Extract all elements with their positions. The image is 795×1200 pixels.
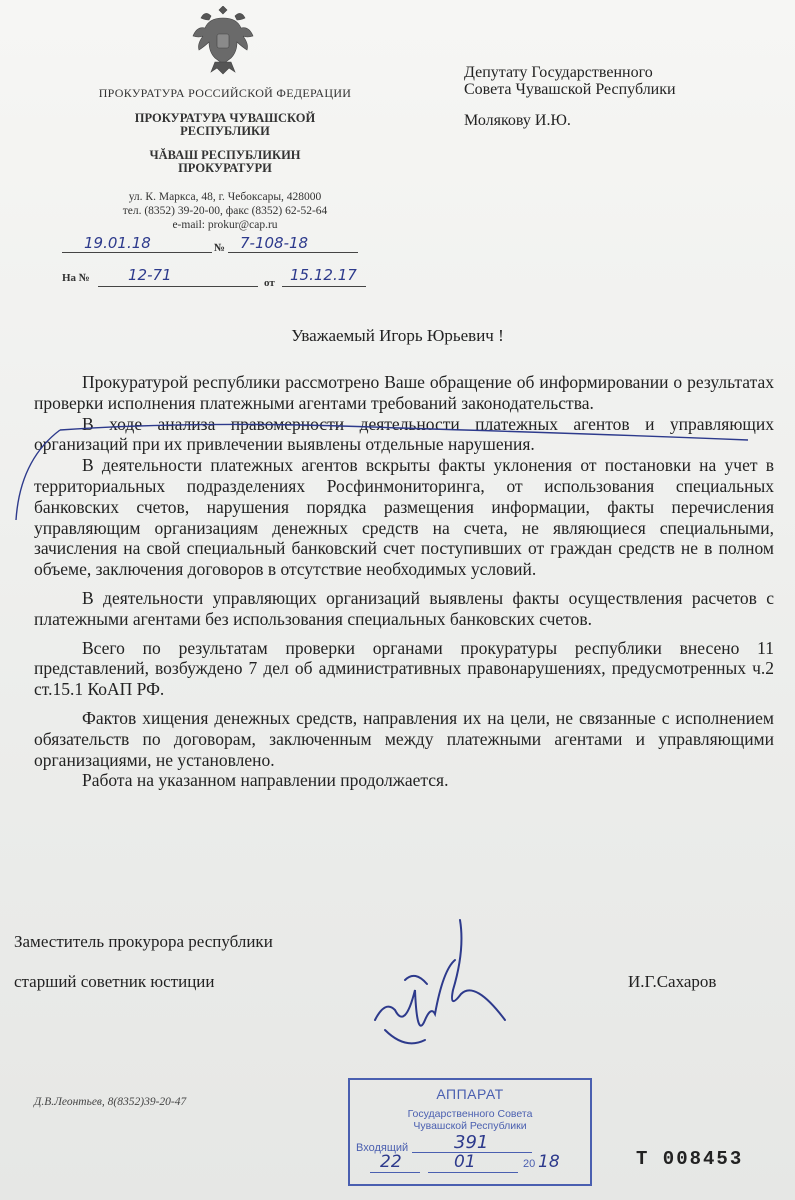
signer-title-line1: Заместитель прокурора республики: [14, 932, 273, 951]
salutation: Уважаемый Игорь Юрьевич !: [291, 326, 504, 345]
executor-contact: Д.В.Леонтьев, 8(8352)39-20-47: [34, 1096, 187, 1108]
addressee-block: [464, 64, 764, 98]
ref-from-label: от: [264, 277, 275, 289]
prosecutor-chuvash-title: [80, 112, 370, 138]
ref-number: 12-71: [128, 266, 172, 284]
body-paragraph: Работа на указанном направлении продолжается.: [82, 770, 449, 791]
number-line: [228, 252, 358, 253]
body-paragraph: Всего по результатам проверки органами прокуратуры республики внесено 11 представлений, возбуждено 7 дел об административных правонарушениях, предусмотренных ч.2 ст.15.1 КоАП РФ.: [34, 637, 774, 700]
stamp-month-line: [428, 1172, 518, 1173]
ref-number-line: [98, 286, 258, 287]
ref-date: 15.12.17: [290, 266, 357, 284]
stamp-subtitle: [350, 1108, 590, 1132]
sender-contacts: [60, 190, 390, 232]
addressee-line1: Депутату Государственного: [464, 64, 653, 81]
prosecutor-chuvash-line1: ПРОКУРАТУРА ЧУВАШСКОЙ: [134, 111, 316, 125]
document-serial-number: Т 008453: [636, 1148, 744, 1170]
body-paragraph: В деятельности управляющих организаций выявлены факты осуществления расчетов с платежными агентами без использования специальных банковских счетов.: [34, 587, 774, 629]
signer-name: И.Г.Сахаров: [628, 972, 717, 991]
prosecutor-rf-title: ПРОКУРАТУРА РОССИЙСКОЙ ФЕДЕРАЦИИ: [98, 86, 352, 100]
sender-email: e-mail: prokur@cap.ru: [172, 219, 278, 231]
registration-number: 7-108-18: [240, 234, 309, 252]
double-headed-eagle-emblem-icon: [191, 6, 255, 76]
date-line: [62, 252, 212, 253]
body-paragraph: В ходе анализа правомерности деятельности платежных агентов и управляющих организаций при их привлечении выявлены отдельные нарушения.: [34, 413, 774, 455]
chuvash-name-title: [80, 149, 370, 175]
chuvash-name-line1: ЧĂВАШ РЕСПУБЛИКИН: [149, 148, 301, 162]
signer-title-line2: старший советник юстиции: [14, 972, 215, 991]
stamp-incoming-label: Входящий: [356, 1142, 409, 1154]
registration-date: 19.01.18: [84, 234, 151, 252]
stamp-day: 22: [380, 1152, 402, 1172]
ref-date-line: [282, 286, 366, 287]
stamp-year-suffix: 18: [538, 1152, 560, 1172]
addressee-line2: Совета Чувашской Республики: [464, 81, 676, 98]
stamp-year-prefix: 20: [523, 1158, 536, 1170]
handwritten-signature-icon: [365, 910, 525, 1060]
stamp-subtitle-line1: Государственного Совета: [407, 1108, 533, 1120]
incoming-stamp: [348, 1078, 592, 1186]
stamp-subtitle-line2: Чувашской Республики: [413, 1120, 527, 1132]
addressee-name: Молякову И.Ю.: [464, 112, 571, 129]
sender-address: ул. К. Маркса, 48, г. Чебоксары, 428000: [128, 191, 322, 203]
stamp-day-line: [370, 1172, 420, 1173]
prosecutor-chuvash-line2: РЕСПУБЛИКИ: [180, 124, 270, 138]
number-label: №: [214, 242, 226, 254]
ref-label: На №: [62, 272, 90, 284]
stamp-title: АППАРАТ: [436, 1086, 504, 1102]
chuvash-name-line2: ПРОКУРАТУРИ: [178, 161, 272, 175]
body-paragraph: В деятельности платежных агентов вскрыты факты уклонения от постановки на учет в территориальных подразделениях Росфинмониторинга, от использования специальных банковских счетов, нарушения порядка размещения информации, факты перечисления управляющим организациям денежных средств на счета, не являющиеся специальными, зачисления на свой специальный банковский счет поступивших от граждан средств не в полном объеме, заключения договоров в отсутствие необходимых условий.: [34, 455, 774, 580]
body-paragraph: Прокуратурой республики рассмотрено Ваше обращение об информировании о результатах проверки исполнения платежными агентами требований законодательства.: [34, 372, 774, 413]
stamp-incoming-number: 391: [454, 1132, 489, 1153]
sender-phone: тел. (8352) 39-20-00, факс (8352) 62-52-64: [122, 205, 328, 217]
body-paragraph: Фактов хищения денежных средств, направления их на цели, не связанные с исполнением обязательств по договорам, заключенным между платежными агентами и управляющими организациями, не установлено.: [34, 707, 774, 770]
stamp-month: 01: [454, 1152, 476, 1172]
letter-body: [34, 372, 774, 791]
